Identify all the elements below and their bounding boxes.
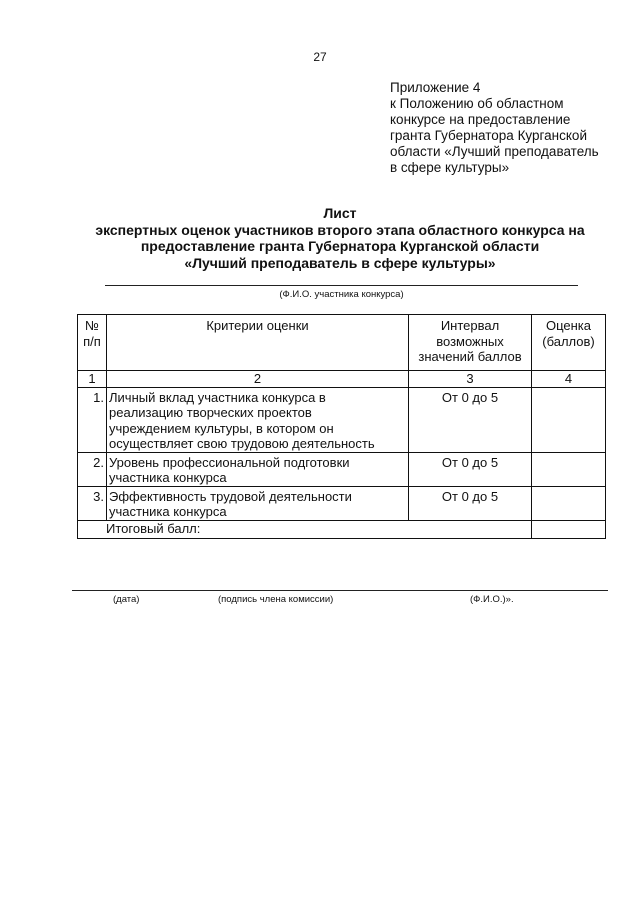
total-score	[532, 520, 606, 538]
date-caption: (дата)	[113, 594, 140, 605]
signature-line	[72, 590, 608, 591]
row-score	[532, 387, 606, 452]
header-num-line: п/п	[83, 333, 101, 349]
title-line: Лист	[323, 205, 357, 221]
participant-name-caption: (Ф.И.О. участника конкурса)	[279, 289, 404, 300]
document-title	[60, 205, 620, 271]
column-index-row	[78, 371, 606, 388]
row-criteria	[107, 486, 409, 520]
row-interval: От 0 до 5	[409, 387, 532, 452]
header-score-line: (баллов)	[542, 333, 595, 349]
column-index: 2	[107, 371, 409, 388]
member-name-caption: (Ф.И.О.)».	[470, 594, 514, 605]
total-row	[78, 520, 606, 538]
header-num-line: №	[85, 318, 99, 333]
table-row	[78, 452, 606, 486]
row-criteria	[107, 387, 409, 452]
row-interval: От 0 до 5	[409, 452, 532, 486]
title-line: экспертных оценок участников второго этапа областного конкурса на	[95, 221, 585, 238]
page-number: 27	[313, 50, 327, 64]
header-interval-line: значений баллов	[418, 349, 522, 364]
criteria-line: участника конкурса	[109, 470, 227, 485]
row-number: 2.	[78, 452, 107, 486]
row-score	[532, 486, 606, 520]
header-interval-line: возможных	[436, 333, 504, 349]
row-interval: От 0 до 5	[409, 486, 532, 520]
criteria-line: учреждением культуры, в котором он	[109, 420, 334, 436]
header-criteria: Критерии оценки	[107, 315, 409, 371]
header-score-line: Оценка	[545, 318, 592, 333]
appendix-reference	[390, 80, 630, 176]
row-score	[532, 452, 606, 486]
column-index: 4	[532, 371, 606, 388]
criteria-line: Уровень профессиональной подготовки	[109, 454, 350, 470]
table-row	[78, 387, 606, 452]
criteria-line: реализацию творческих проектов	[109, 405, 312, 420]
row-number: 1.	[78, 387, 107, 452]
criteria-line: Эффективность трудовой деятельности	[109, 488, 352, 504]
signature-caption: (подпись члена комиссии)	[218, 594, 334, 605]
header-num	[78, 315, 107, 371]
column-index: 1	[78, 371, 107, 388]
row-number: 3.	[78, 486, 107, 520]
appendix-line: гранта Губернатора Курганской	[390, 128, 587, 143]
title-line: предоставление гранта Губернатора Курганской области	[140, 238, 540, 254]
appendix-line: в сфере культуры»	[390, 160, 510, 175]
criteria-line: Личный вклад участника конкурса в	[109, 389, 326, 405]
header-score	[532, 315, 606, 371]
total-label: Итоговый балл:	[78, 520, 532, 538]
criteria-line: осуществляет свою трудовою деятельность	[109, 436, 375, 451]
appendix-line: конкурсе на предоставление	[390, 112, 571, 127]
row-criteria	[107, 452, 409, 486]
header-interval	[409, 315, 532, 371]
column-index: 3	[409, 371, 532, 388]
header-interval-line: Интервал	[440, 318, 500, 333]
appendix-line: Приложение 4	[390, 80, 481, 95]
criteria-line: участника конкурса	[109, 504, 227, 519]
appendix-line: области «Лучший преподаватель	[390, 144, 599, 159]
evaluation-table	[77, 314, 606, 539]
title-line: «Лучший преподаватель в сфере культуры»	[184, 254, 496, 271]
table-header-row	[78, 315, 606, 371]
table-row	[78, 486, 606, 520]
appendix-line: к Положению об областном	[390, 96, 564, 111]
participant-name-line	[105, 285, 578, 286]
